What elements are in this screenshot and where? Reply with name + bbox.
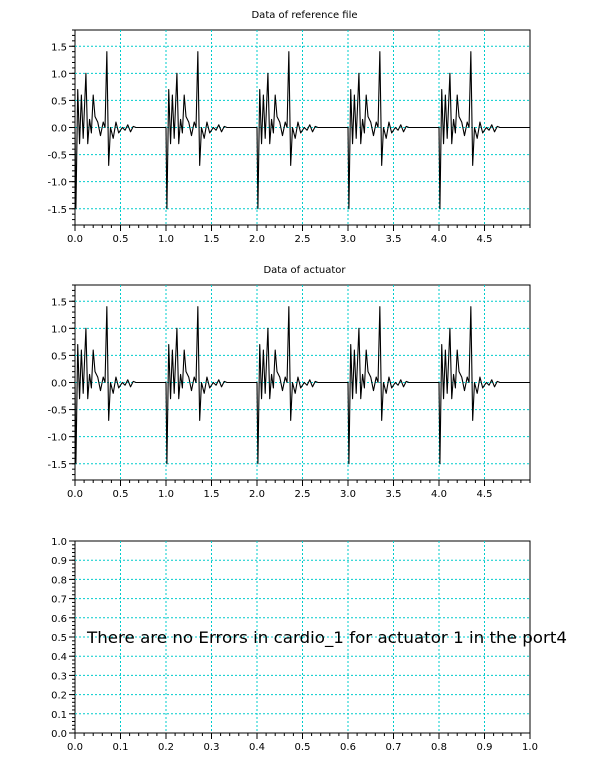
x-tick-label: 1.0 [522,742,538,753]
y-tick-label: 0.7 [51,594,67,606]
x-tick-label: 0.5 [294,742,311,753]
chart-panel-2 [47,265,530,500]
x-tick-label: 2.0 [249,489,265,500]
y-tick-label: 0.5 [51,96,67,108]
y-tick-label: 0.5 [51,633,67,644]
x-tick-label: 4.0 [431,489,447,500]
y-tick-label: 0.0 [51,123,67,135]
x-tick-label: 0.5 [112,234,129,245]
x-tick-label: 3.0 [340,234,356,245]
y-tick-label: -1.0 [47,177,67,189]
x-tick-label: 3.5 [385,234,402,245]
x-tick-label: 1.0 [158,234,174,245]
x-tick-label: 2.0 [249,234,265,245]
x-tick-label: 0.3 [203,742,220,753]
y-tick-label: 0.4 [51,652,67,664]
x-tick-label: 0.2 [158,742,174,753]
y-tick-label: -1.5 [47,204,67,216]
x-tick-label: 0.5 [112,489,129,500]
y-tick-label: 1.5 [51,42,67,54]
y-tick-label: 0.0 [51,729,67,740]
chart-title: Data of actuator [263,265,346,276]
y-tick-label: 0.5 [51,351,67,363]
x-tick-label: 0.4 [249,742,265,753]
y-tick-label: 1.0 [51,324,67,336]
y-tick-label: 0.8 [51,575,67,587]
chart-panel-1 [47,10,530,245]
x-tick-label: 1.0 [158,489,174,500]
status-message: There are no Errors in cardio_1 for actuator 1 in the port4 [87,628,548,647]
y-tick-label: 0.9 [51,556,67,568]
y-tick-label: -1.5 [47,459,67,471]
y-tick-label: 0.0 [51,378,67,390]
y-tick-label: -0.5 [47,150,67,162]
x-tick-label: 0.0 [67,742,83,753]
y-tick-label: 1.0 [51,537,67,548]
y-tick-label: 0.3 [51,671,67,683]
x-tick-label: 0.0 [67,234,83,245]
y-tick-label: 0.1 [51,709,67,721]
x-tick-label: 3.0 [340,489,356,500]
x-tick-label: 0.6 [340,742,356,753]
x-tick-label: 2.5 [294,489,311,500]
x-tick-label: 2.5 [294,234,311,245]
y-tick-label: -0.5 [47,405,67,417]
x-tick-label: 0.7 [385,742,402,753]
x-tick-label: 0.9 [476,742,493,753]
x-tick-label: 0.0 [67,489,83,500]
x-tick-label: 4.5 [476,234,493,245]
x-tick-label: 0.1 [112,742,129,753]
chart-panel-3 [51,537,567,753]
x-tick-label: 1.5 [203,234,220,245]
x-tick-label: 3.5 [385,489,402,500]
y-tick-label: 1.5 [51,297,67,309]
y-tick-label: 1.0 [51,69,67,81]
chart-title: Data of reference file [251,10,358,21]
y-tick-label: 0.2 [51,690,67,702]
x-tick-label: 1.5 [203,489,220,500]
x-tick-label: 0.8 [431,742,447,753]
x-tick-label: 4.5 [476,489,493,500]
y-tick-label: -1.0 [47,432,67,444]
x-tick-label: 4.0 [431,234,447,245]
y-tick-label: 0.6 [51,613,67,625]
